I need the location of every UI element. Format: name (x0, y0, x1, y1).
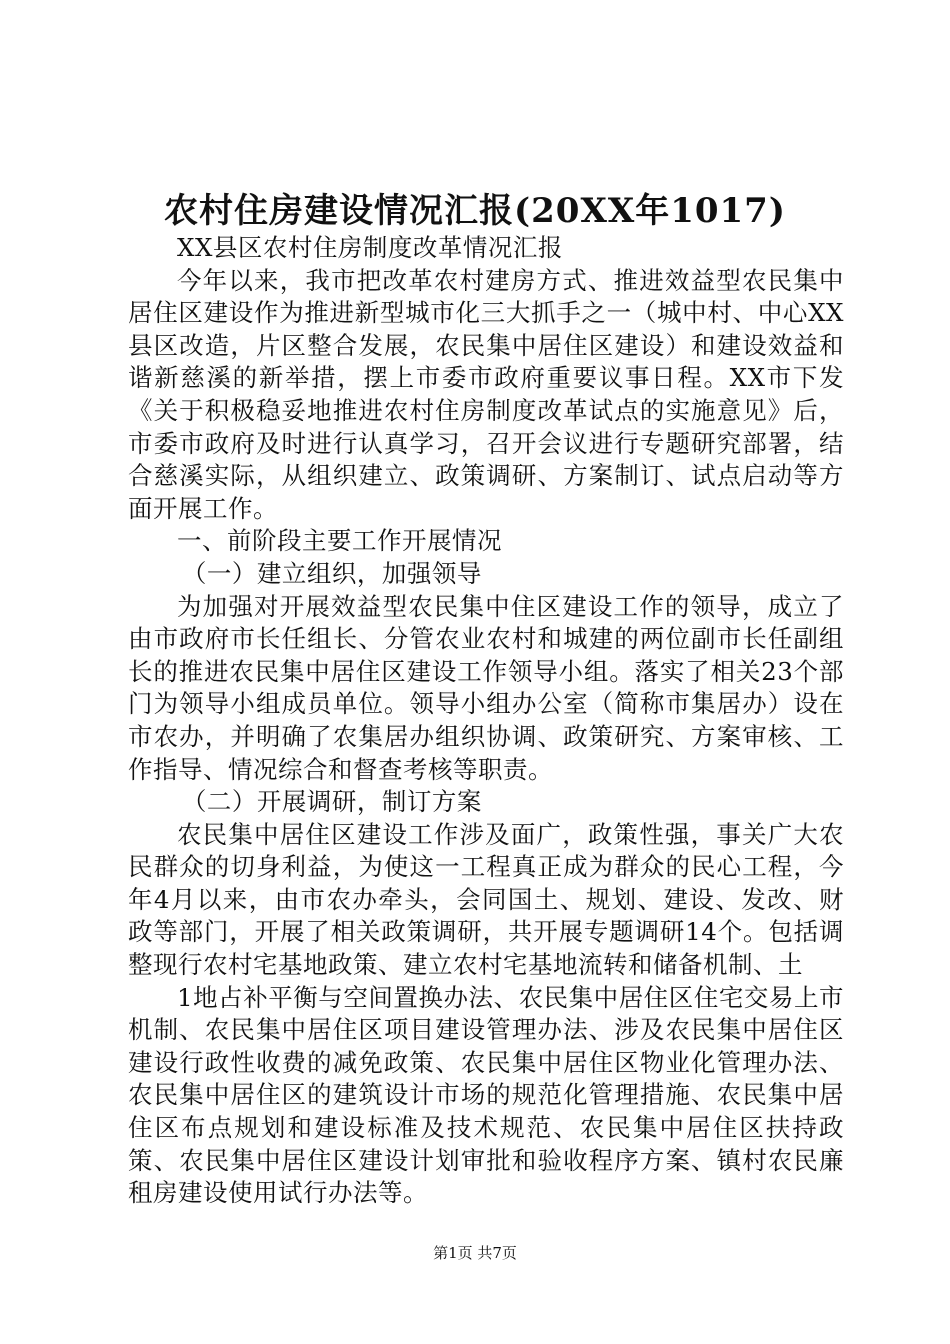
subsection-heading-2: （二）开展调研，制订方案 (181, 787, 482, 817)
report-subtitle: XX县区农村住房制度改革情况汇报 (177, 233, 563, 262)
paragraph-research: 农民集中居住区建设工作涉及面广，政策性强，事关广大农民群众的切身利益，为使这一工程真正成为群众的民心工程，今年4月以来，由市农办牵头，会同国土、规划、建设、发改、财政等部门，开展了相关政策调研，共开展专题调研14个。包括调整现行农村宅基地政策、建立农村宅基地流转和储备机制、土 (128, 819, 844, 980)
page-footer: 第1页 共7页 (433, 1244, 517, 1262)
document-title: 农村住房建设情况汇报(20XX年1017) (164, 191, 786, 231)
subsection-heading-1: （一）建立组织，加强领导 (181, 558, 482, 588)
paragraph-organization: 为加强对开展效益型农民集中住区建设工作的领导，成立了由市政府市长任组长、分管农业农村和城建的两位副市长任副组长的推进农民集中居住区建设工作领导小组。落实了相关23个部门为领导小组成员单位。领导小组办公室（简称市集居办）设在市农办，并明确了农集居办组织协调、政策研究、方案审核、工作指导、情况综合和督查考核等职责。 (128, 591, 844, 784)
document-body (128, 232, 844, 1210)
paragraph-policies: 1地占补平衡与空间置换办法、农民集中居住区住宅交易上市机制、农民集中居住区项目建设管理办法、涉及农民集中居住区建设行政性收费的减免政策、农民集中居住区物业化管理办法、农民集中居住区的建筑设计市场的规范化管理措施、农民集中居住区布点规划和建设标准及技术规范、农民集中居住区扶持政策、农民集中居住区建设计划审批和验收程序方案、镇村农民廉租房建设使用试行办法等。 (128, 982, 844, 1208)
section-heading-1: 一、前阶段主要工作开展情况 (177, 526, 502, 556)
paragraph-intro: 今年以来，我市把改革农村建房方式、推进效益型农民集中居住区建设作为推进新型城市化三大抓手之一（城中村、中心XX县区改造，片区整合发展，农民集中居住区建设）和建设效益和谐新慈溪的新举措，摆上市委市政府重要议事日程。XX市下发《关于积极稳妥地推进农村住房制度改革试点的实施意见》后，市委市政府及时进行认真学习，召开会议进行专题研究部署，结合慈溪实际，从组织建立、政策调研、方案制订、试点启动等方面开展工作。 (128, 265, 844, 523)
